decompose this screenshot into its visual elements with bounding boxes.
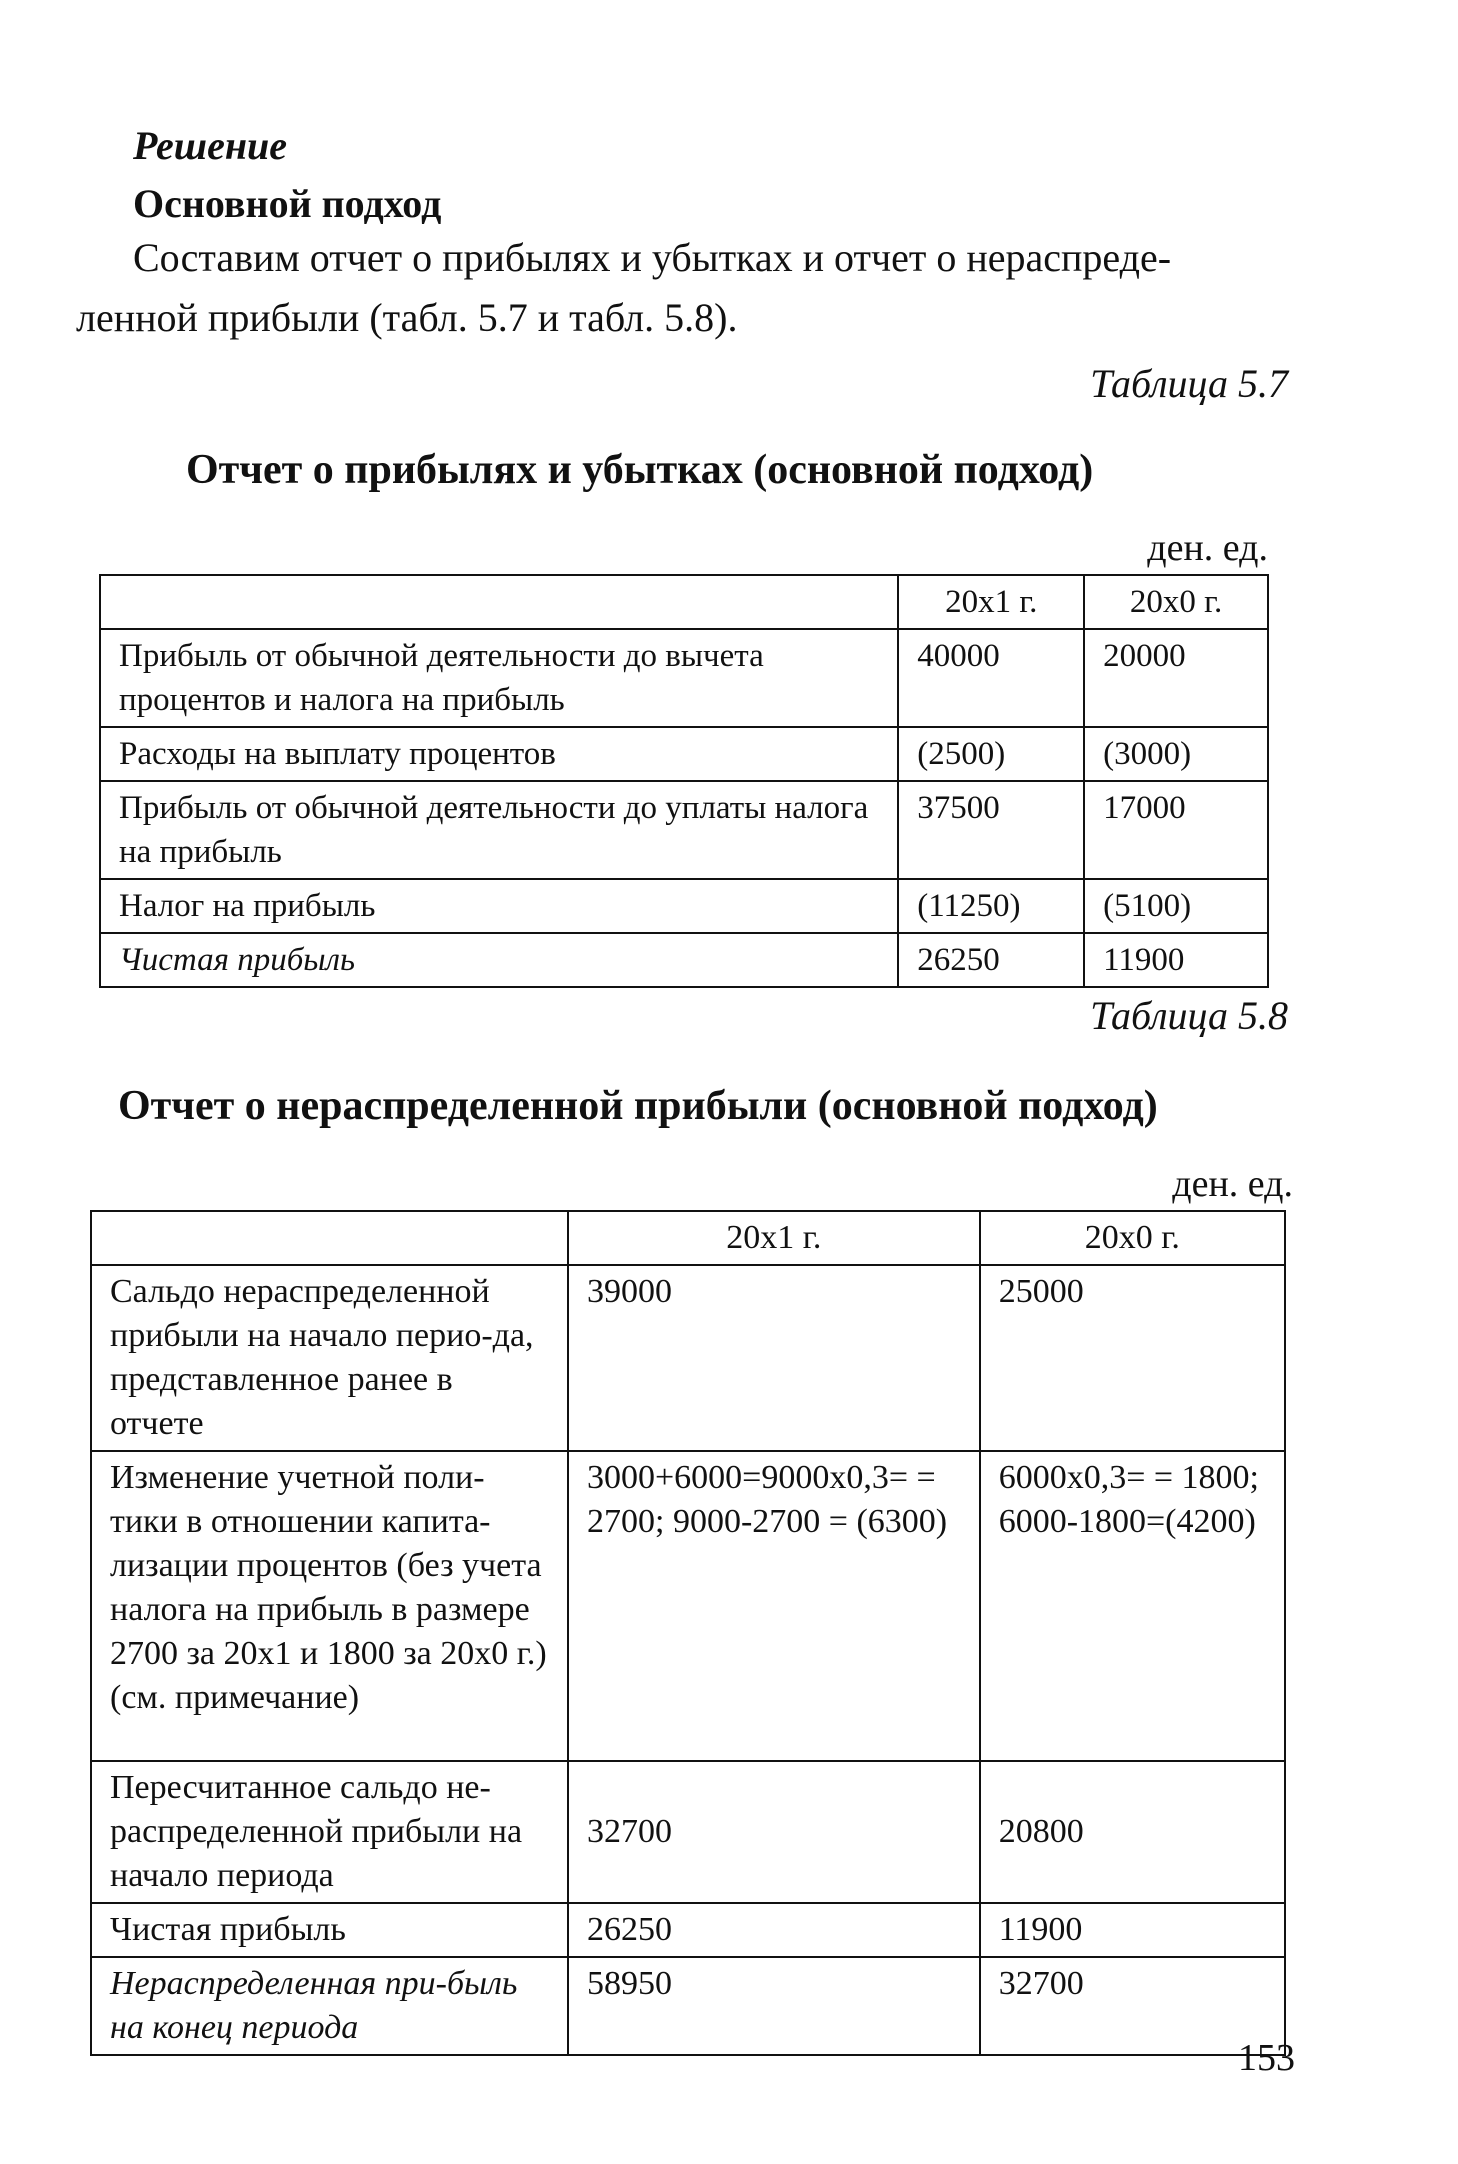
value-20x0: 17000 [1084,781,1268,879]
row-label: Налог на прибыль [100,879,898,933]
value-20x0: 11900 [1084,933,1268,987]
heading-solution: Решение [133,123,288,168]
page-number: 153 [1238,2037,1295,2079]
row-label: Чистая прибыль [91,1903,568,1957]
table-row [91,1265,1285,1451]
value-20x1: 37500 [898,781,1084,879]
header-cell-blank [91,1211,568,1265]
value-20x0: 6000x0,3= = 1800; 6000-1800=(4200) [980,1451,1285,1761]
header-cell-blank [100,575,898,629]
table-5-7-title: Отчет о прибылях и убытках (основной подход) [186,447,1094,493]
table-row [91,1903,1285,1957]
table-row [100,629,1268,727]
table-header-row [91,1211,1285,1265]
row-label: Расходы на выплату процентов [100,727,898,781]
value-20x0: 25000 [980,1265,1285,1451]
table-5-7 [99,574,1269,988]
header-cell-20x0: 20x0 г. [1084,575,1268,629]
heading-approach: Основной подход [133,181,442,226]
table-5-7-unit: ден. ед. [1147,527,1268,569]
table-5-8-unit: ден. ед. [1172,1163,1293,1205]
table-row [100,933,1268,987]
value-20x0: (3000) [1084,727,1268,781]
value-20x1: 26250 [568,1903,980,1957]
intro-line-1: Составим отчет о прибылях и убытках и отчет о нераспреде- [133,235,1172,280]
value-20x1: 39000 [568,1265,980,1451]
row-label: Прибыль от обычной деятельности до уплаты налога на прибыль [100,781,898,879]
table-5-8 [90,1210,1286,2056]
value-20x0: (5100) [1084,879,1268,933]
header-cell-20x1: 20x1 г. [898,575,1084,629]
value-20x0: 20800 [980,1761,1285,1903]
table-row [91,1451,1285,1761]
value-20x1: 3000+6000=9000x0,3= = 2700; 9000-2700 = (6300) [568,1451,980,1761]
value-20x1: 58950 [568,1957,980,2055]
row-label: Прибыль от обычной деятельности до вычета процентов и налога на прибыль [100,629,898,727]
header-cell-20x1: 20x1 г. [568,1211,980,1265]
header-cell-20x0: 20x0 г. [980,1211,1285,1265]
value-20x1: 26250 [898,933,1084,987]
table-header-row [100,575,1268,629]
table-row [100,727,1268,781]
table-5-8-number: Таблица 5.8 [1090,993,1288,1038]
value-20x0: 11900 [980,1903,1285,1957]
row-label: Изменение учетной поли-тики в отношении капита-лизации процентов (без учета налога на прибыль в размере 2700 за 20x1 и 1800 за 20x0 г.) (см. примечание) [91,1451,568,1761]
row-label: Чистая прибыль [100,933,898,987]
row-label: Сальдо нераспределенной прибыли на начало перио-да, представленное ранее в отчете [91,1265,568,1451]
table-row [91,1957,1285,2055]
value-20x1: 32700 [568,1761,980,1903]
value-20x1: (2500) [898,727,1084,781]
intro-line-2: ленной прибыли (табл. 5.7 и табл. 5.8). [76,295,738,340]
table-row [91,1761,1285,1903]
row-label: Нераспределенная при-быль на конец периода [91,1957,568,2055]
value-20x0: 20000 [1084,629,1268,727]
table-row [100,781,1268,879]
table-row [100,879,1268,933]
value-20x0: 32700 [980,1957,1285,2055]
value-20x1: (11250) [898,879,1084,933]
row-label: Пересчитанное сальдо не-распределенной прибыли на начало периода [91,1761,568,1903]
value-20x1: 40000 [898,629,1084,727]
table-5-7-number: Таблица 5.7 [1090,361,1288,406]
table-5-8-title: Отчет о нераспределенной прибыли (основной подход) [118,1083,1158,1129]
